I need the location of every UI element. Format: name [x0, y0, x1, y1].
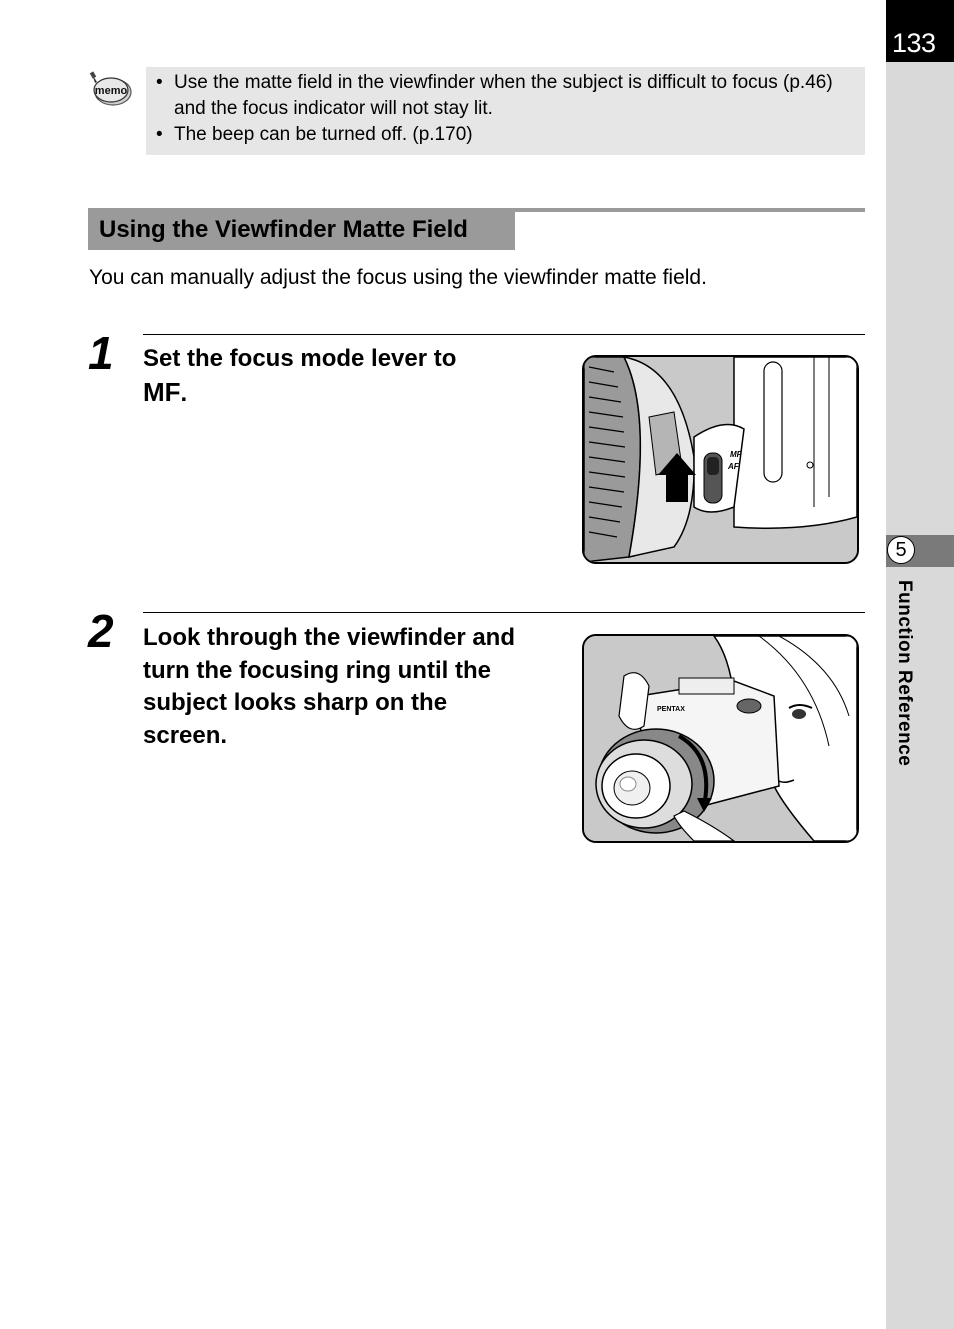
step-number: 1	[88, 327, 114, 379]
page-number: 133	[892, 28, 936, 58]
memo-item-text: The beep can be turned off. (p.170)	[174, 124, 473, 145]
step-text: Look through the viewfinder and turn the focusing ring until the subject looks sharp on the screen.	[143, 624, 515, 749]
viewfinder-illustration	[582, 634, 859, 843]
step-text: Set the focus mode lever to MF.	[143, 345, 457, 407]
section-title: Using the Viewfinder Matte Field	[99, 216, 468, 243]
step-number: 2	[88, 605, 114, 657]
chapter-title: Function Reference	[894, 580, 915, 767]
mf-symbol: MF	[143, 376, 181, 407]
lever-label-af: AF	[728, 462, 739, 471]
section-intro: You can manually adjust the focus using the viewfinder matte field.	[89, 266, 707, 289]
step-divider	[143, 334, 865, 335]
camera-brand-label: PENTAX	[657, 706, 685, 713]
memo-icon	[88, 70, 134, 110]
chapter-number: 5	[887, 536, 915, 564]
lever-label-mf: MF	[730, 450, 742, 459]
memo-item-text: Use the matte field in the viewfinder when the subject is difficult to focus (p.46) and the focus indicator will not stay lit.	[174, 72, 833, 119]
step-divider	[143, 612, 865, 613]
focus-lever-illustration	[582, 355, 859, 564]
svg-text:memo: memo	[94, 85, 128, 97]
